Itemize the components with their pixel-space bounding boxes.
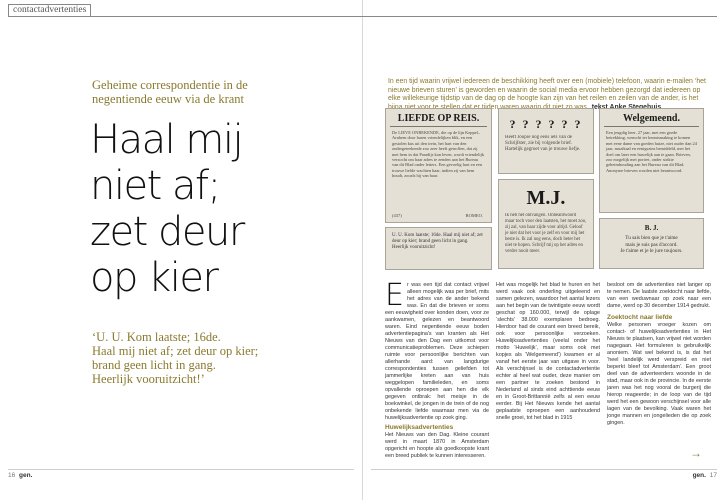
footer-rule-right	[371, 469, 717, 470]
pull-quote-line: ‘U. U. Kom laatste; 16de.	[92, 330, 221, 344]
body-column-2	[496, 282, 600, 422]
body-text: Welke personen vroeger kozen om contact- of huwelijksadvertenties in Het Nieuws te plaatsen, kan vrijwel niet worden nagegaan. Het formuleren is gebruikelijk anoniem. Wat wel bekend is, is dat het ‘heel landelijk werd verspreid en niet beperkt bleef tot Amsterdam’. Een groot deel van de adverteerders woonde in de stad, maar ook in de provincie. In de eerste jaren was het nog vooral de burgerij die hierop reageerde; in de loop van de tijd werd het een gewoon verschijnsel voor alle lagen van de bevolking. Vaak waren het jonge mannen en jongelieden die op zoek gingen.	[607, 322, 711, 426]
header-rule	[8, 16, 717, 17]
headline-line: Haal mij	[90, 117, 243, 163]
clipping-welgemeend	[599, 108, 704, 213]
continue-arrow-icon: →	[690, 446, 702, 460]
clipping-line: Tu sais bien que je t'aime	[625, 235, 678, 241]
footer-right	[693, 472, 717, 479]
article-kicker: Geheime correspondentie in de negentiende eeuw via de krant	[92, 78, 248, 106]
clipping-bj	[599, 218, 704, 269]
clipping-body: Heeft Joopie nog eens iets van de Schrijfster, zie bij volgende brief. Hartelijk gegroet van je trouwe liefje.	[505, 135, 581, 153]
clipping-title: B. J.	[644, 224, 659, 232]
subheading: Huwelijksadvertenties	[385, 424, 454, 431]
section-label: contactadvertenties	[8, 4, 91, 16]
page-number: 16	[8, 472, 16, 479]
clipping-body: Ik heb het ontvangen. Onbeantwoord maar toch voor den laatsten, het moet zoo, zij zal, van haar zijde voor altijd. Geloof je niet dat het voor je zelf en voor mij het beste is. Ik zal nog eens, doch beter het niet te hopen. Schrijf mij op het adres en verder nooit meer.	[505, 213, 587, 254]
headline-line: zet deur	[90, 209, 244, 255]
article-headline	[90, 117, 350, 301]
clipping-signature: ROMEO.	[465, 213, 483, 218]
clipping-liefde-op-reis	[385, 108, 492, 223]
pull-quote-line: brand geen licht in gang.	[92, 358, 216, 372]
pull-quote-line: Haal mij niet af; zet deur op kier;	[92, 344, 259, 358]
page-gutter	[362, 0, 363, 500]
headline-line: niet af;	[90, 163, 220, 209]
magazine-logo: gen.	[19, 472, 33, 479]
clipping-title: ? ? ? ? ? ?	[509, 117, 583, 131]
clipping-body: De LIEVE ONBEKENDE, die op de lijn Keppel–Arnhem door haren vriendelijken blik, en een gestolen kus uit den trein, het hart van den ondergeteekende zoo zeer heeft getroffen, dat zij met hem in dat Paradijs kan leven, wordt vriendelijk verzocht om haar adres te zenden aan het Bureau van dit Blad onder letters. Een gevoelig hart en een trouwe liefde wachten haar, indien zij van hem houdt, zooals hij van haar.	[392, 130, 485, 179]
clipping-title: Welgemeend.	[604, 113, 699, 127]
clipping-uu	[385, 227, 492, 270]
body-text: besloot om de advertenties niet langer op te nemen. De laatste zoektocht naar liefde, van een weduwnaar op zoek naar een dame, werd op 30 december 1914 gedrukt.	[607, 282, 711, 309]
clipping-number: (437)	[392, 213, 402, 218]
body-column-3	[607, 282, 711, 437]
page-number: 17	[709, 472, 717, 479]
body-text: Het Nieuws van den Dag. Kleine courant werd in maart 1870 in Amsterdam opgericht en hoopte als goedkoopste krant een breed publiek te kunnen interesseren.	[385, 432, 489, 459]
headline-line: op kier	[90, 255, 218, 301]
body-column-1	[385, 278, 489, 460]
clipping-mj	[498, 179, 594, 269]
body-text: r was een tijd dat contact vrijwel alleen mogelijk was per brief, mits het adres van de ander bekend was. En dat die brieven er soms een eeuwigheid over konden doen, voor ze aankwamen, gelezen en beantwoord waren. Eind negentiende eeuw boden advertentiepagina's van kranten als Het Nieuws van den Dag een uitkomst voor communicatieproblemen. Deze schiepen ruimte voor persoonlijke berichten van allerhande aard: van langdurige correspondenties tussen geliefden tot jammerlijke kreten aan van huis weggelopen familieleden, en soms opvallende oproepen aan hen die elk gegeven ontbrak: het meisje in de boekwinkel, de jongen in de trein of de nog onbekende liefde waarnaar men via de huwelijksadvertentie op zoek ging.	[385, 282, 489, 421]
magazine-logo: gen.	[692, 472, 706, 479]
clipping-title: M.J.	[526, 187, 566, 209]
clipping-text: U. U. Kom laatste; 16de. Haal mij niet af; zet deur op kier; brand geen licht in gang. Heerlijk vooruitzicht!	[392, 233, 483, 250]
clipping-line: mais je suis pas d'accord.	[625, 241, 678, 248]
pull-quote	[92, 330, 332, 386]
subheading: Zoektocht naar liefde	[607, 314, 673, 321]
clipping-body: Een jeugdig heer, 27 jaar, met een goede betrekking, wenscht ter kennismaking te komen met eene dame van goeden huize, niet ouder dan 24 jaar, muzikaal en eenigszins bemiddeld, met het doel om later een huwelijk aan te gaan. Brieven, zoo mogelijk met portret, onder strikte geheimhouding aan het Bureau van dit Blad. Anonyme brieven worden niet beantwoord.	[606, 130, 697, 173]
footer-rule-left	[8, 469, 354, 470]
footer-left	[8, 472, 32, 479]
clipping-line: Je t'aime et je le jure toujours.	[620, 248, 683, 254]
drop-cap: E	[385, 278, 404, 313]
clipping-question-marks	[498, 108, 594, 174]
body-text: Het was mogelijk het blad te huren en het werd vaak ook onderling uitgeleend en samen gelezen, waardoor het aantal lezers aan het begin van de twintigste eeuw wordt geschat op 160.000, terwijl de oplage ‘slechts’ 38.000 exemplaren bedroeg. Hierdoor had de courant een breed bereik, ook voor persoonlijke verzoeken. Huwelijksadvertenties (veelal onder het motto ‘Huwelijk’, maar soms ook met kopjes als ‘Welgemeend’) kwamen er al vanaf het eerste jaar van uitgave in voor. Als verschijnsel is de contactadvertentie echter al heel wat ouder, deze manier om een partner te zoeken bestond in Nederland al sinds eind achttiende eeuw en in Groot-Brittannië zelfs al een eeuw eerder. Bij Het Nieuws kende het aantal geplaatste oproepen een aanhoudend snelle groei, tot het blad in 1915	[496, 282, 600, 421]
clipping-title: LIEFDE OP REIS.	[390, 113, 487, 127]
pull-quote-line: Heerlijk vooruitzicht!’	[92, 372, 205, 386]
intro-text: In een tijd waarin vrijwel iedereen de beschikking heeft over een (mobiele) telefoon, waarin e-mailen ‘het nieuwe brieven sturen’ is geworden en waarin de social media ervoor hebben gezorgd dat iedereen op elke willekeurige tijdstip van de dag op de hoogte kan zijn van het reilen en zeilen van de ander, is het	[388, 78, 706, 103]
